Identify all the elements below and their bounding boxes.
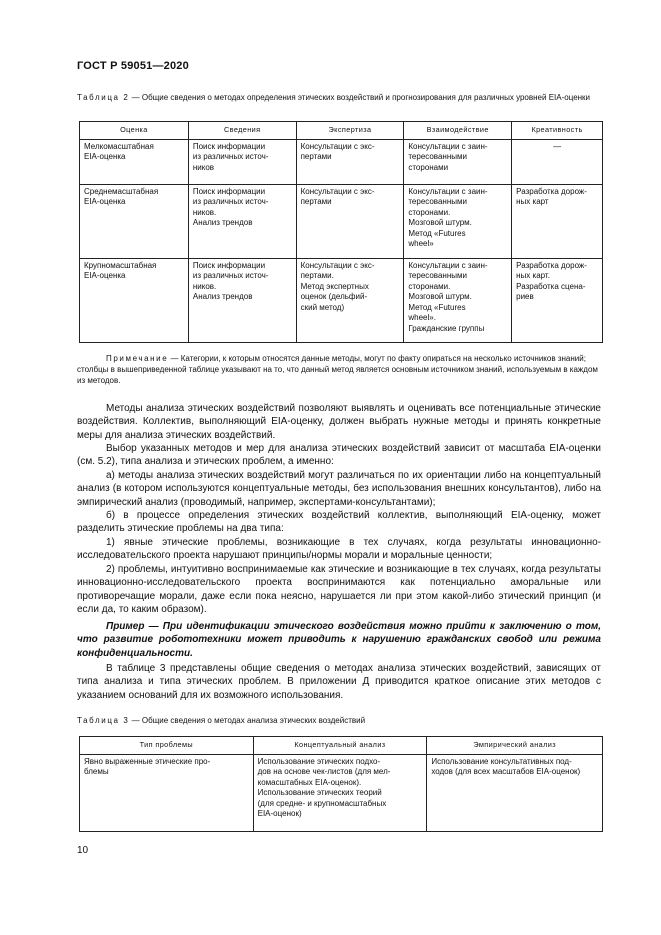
paragraph: 2) проблемы, интуитивно воспринимаемые как этические и возникающие в тех случаях, когда результаты инновационно-исследовательского проекта воспринимаются как потенциально аморальные или противоречащие морали, даже если пока неясно, нарушается ли при этом какой-либо этический принцип (и если да, то каким образом). [77,564,601,616]
note-text: — Категории, к которым относятся данные методы, могут по факту опираться на несколько источников знаний; столбцы в вышеприведенной таблице указывают на то, что данный метод является основным источником знаний, используемым в каждом из методов. [77,354,598,385]
paragraph: а) методы анализа этических воздействий могут различаться по их ориентации либо на концептуальный анализ (в котором используются концептуальные методы, без использования внешних консультантов), либо на эмпирический анализ (проводимый, например, экспертами-консультантами); [77,470,601,508]
table-cell: Разработка дорож- ных карт. Разработка сцена- риев [512,258,603,342]
column-header: Креативность [512,122,603,140]
table2-caption-label: Таблица 2 [77,93,130,102]
paragraph: Выбор указанных методов и мер для анализа этических воздействий зависит от масштаба EIA-оценки (см. 5.2), типа анализа и этических проблем, а именно: [77,443,601,468]
table-cell: Использование этических подхо- дов на основе чек-листов (для мел- комасштабных EIA-оценок). Использование этических теорий (для средне- и крупномасштабных EIA-оценок) [253,754,427,831]
table-cell: Консультации с заин- тересованными сторонами. Мозговой штурм. Метод «Futures wheel» [404,184,512,258]
table-cell: Консультации с заин- тересованными сторонами [404,139,512,184]
document-header: ГОСТ Р 59051—2020 [77,60,189,72]
table3-caption-text: — Общие сведения о методах анализа этических воздействий [129,716,366,725]
analysis-methods-table [79,736,603,832]
column-header: Взаимодействие [404,122,512,140]
table-header-row [80,122,603,140]
table-row [80,139,603,184]
table-row [80,258,603,342]
table-cell: Поиск информации из различных источ- ников. Анализ трендов [188,258,296,342]
table-cell: Крупномасштабная EIA-оценка [80,258,189,342]
column-header: Оценка [80,122,189,140]
table-row [80,754,603,831]
paragraph: Методы анализа этических воздействий позволяют выявлять и оценивать все потенциальные этические воздействия. Коллектив, выполняющий EIA-оценку, должен выбрать нужные методы и принять конкретные меры для анализа этических воздействий. [77,403,601,441]
paragraph: б) в процессе определения этических воздействий коллектив, выполняющий EIA-оценку, может разделить этические проблемы на два типа: [77,510,601,535]
table-cell: Поиск информации из различных источ- ников. Анализ трендов [188,184,296,258]
table-cell: Поиск информации из различных источ- ников [188,139,296,184]
column-header: Экспертиза [296,122,404,140]
table-cell: Консультации с экс- пертами. Метод экспертных оценок (дельфий- ский метод) [296,258,404,342]
column-header: Тип проблемы [80,737,254,755]
table-cell: Среднемасштабная EIA-оценка [80,184,189,258]
table-cell: Мелкомасштабная EIA-оценка [80,139,189,184]
paragraph: 1) явные этические проблемы, возникающие в тех случаях, когда результаты инновационно-исследовательского проекта нарушают принципы/нормы морали и моральные ценности; [77,537,601,562]
column-header: Концептуальный анализ [253,737,427,755]
table-note [77,353,601,386]
table-cell: Использование консультативных под- ходов (для всех масштабов EIA-оценок) [427,754,603,831]
table-row [80,184,603,258]
table-cell: Явно выраженные этические про- блемы [80,754,254,831]
table-cell: Разработка дорож- ных карт [512,184,603,258]
table3-caption-label: Таблица 3 [77,716,130,725]
table2-caption-text: — Общие сведения о методах определения этических воздействий и прогнозирования для различных уровней EIA-оценки [129,93,591,102]
example-paragraph: Пример — При идентификации этического воздействия можно прийти к заключению о том, что развитие робототехники может приводить к нарушению гражданских свобод или режима конфиденциальности. [77,621,601,659]
table-cell: — [512,139,603,184]
note-label: Примечание [106,354,169,363]
methods-table [79,121,603,343]
table-cell: Консультации с экс- пертами [296,184,404,258]
column-header: Эмпирический анализ [427,737,603,755]
table2-caption [77,92,600,103]
paragraph: В таблице 3 представлены общие сведения о методах анализа этических воздействий, зависящих от типа анализа и типа этических проблем. В приложении Д приводится краткое описание этих методов с указанием оснований для их возможного использования. [77,663,601,701]
table-header-row [80,737,603,755]
table3-caption [77,715,600,726]
page-number: 10 [77,845,89,856]
column-header: Сведения [188,122,296,140]
table-cell: Консультации с заин- тересованными сторонами. Мозговой штурм. Метод «Futures wheel». Гражданские группы [404,258,512,342]
table-cell: Консультации с экс- пертами [296,139,404,184]
